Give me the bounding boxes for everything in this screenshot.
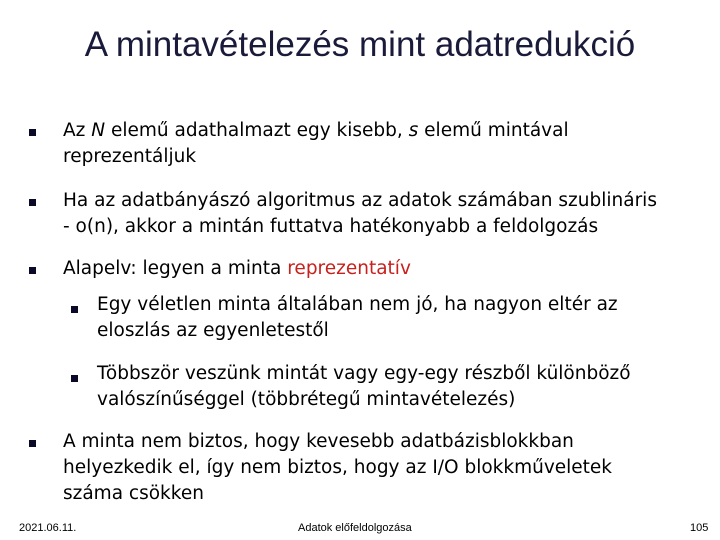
bullet-3 (63, 256, 411, 282)
sub-bullet-marker-2 (71, 375, 78, 382)
bullet-marker-1 (29, 129, 36, 136)
bullet-1-text-a: Az (63, 120, 92, 141)
footer-date: 2021.06.11. (19, 522, 77, 534)
bullet-1-n: N (91, 120, 106, 141)
bullet-1-line-2: reprezentáljuk (63, 146, 197, 167)
bullet-3-highlight: reprezentatív (287, 258, 411, 279)
sub-bullet-2-line-1: Többször veszünk mintát vagy egy-egy részből különböző (97, 363, 631, 384)
bullet-3-text: Alapelv: legyen a minta (63, 258, 288, 279)
bullet-4-line-2: helyezkedik el, így nem biztos, hogy az I/O blokkműveletek (63, 457, 613, 478)
bullet-marker-2 (29, 199, 36, 206)
page-number: 105 (690, 522, 709, 534)
bullet-1-text-b: elemű adathalmazt egy kisebb, (105, 120, 409, 141)
bullet-4 (63, 429, 612, 507)
bullet-3-line-1 (63, 256, 411, 282)
sub-bullet-marker-1 (71, 306, 78, 313)
sub-bullet-1-line-1: Egy véletlen minta általában nem jó, ha nagyon eltér az (97, 294, 618, 315)
slide-title: A mintavételezés mint adatredukció (84, 25, 636, 64)
bullet-2 (63, 188, 657, 240)
bullet-1-line-1 (63, 118, 569, 144)
bullet-2-line-2: - o(n), akkor a mintán futtatva hatékonyabb a feldolgozás (63, 216, 599, 237)
bullet-1-text-c: elemű mintával (418, 120, 569, 141)
sub-bullet-2 (97, 361, 631, 413)
bullet-2-line-1: Ha az adatbányászó algoritmus az adatok számában szublináris (63, 190, 657, 211)
bullet-marker-3 (29, 267, 36, 274)
bullet-4-line-3: száma csökken (63, 483, 204, 504)
sub-bullet-1-line-2: eloszlás az egyenletestől (97, 320, 329, 341)
sub-bullet-2-line-2: valószínűséggel (többrétegű mintavételezés) (97, 389, 516, 410)
bullet-marker-4 (29, 440, 36, 447)
bullet-4-line-1: A minta nem biztos, hogy kevesebb adatbázisblokkban (63, 431, 574, 452)
sub-bullet-1 (97, 292, 618, 344)
footer-title: Adatok előfeldolgozása (298, 522, 412, 534)
bullet-1 (63, 118, 569, 170)
bullet-1-s: s (408, 120, 419, 141)
